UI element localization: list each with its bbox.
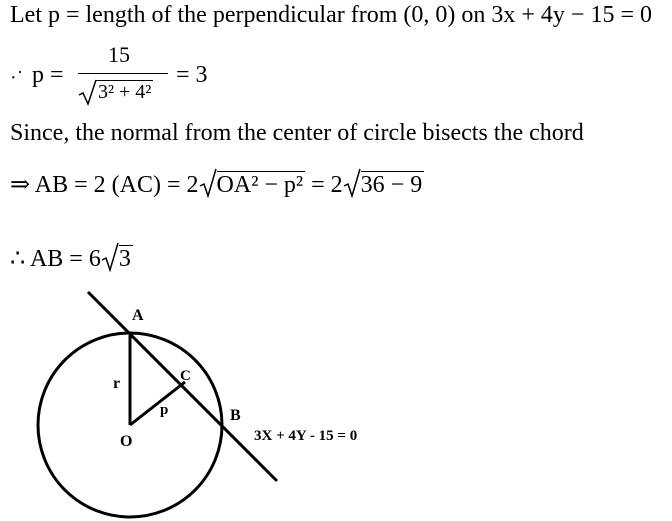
formula-lhs: p = [32, 62, 64, 88]
formula-rhs: = 3 [176, 62, 208, 88]
label-c: C [180, 368, 191, 384]
sqrt-icon [199, 168, 217, 198]
label-r: r [113, 375, 121, 392]
formula-ab-mid: = 2 [305, 172, 343, 198]
formula-p [10, 40, 310, 110]
formula-ab-result-prefix: ∴ AB = 6 [10, 246, 101, 272]
sqrt-36-9: 36 − 9 [360, 172, 423, 198]
statement-normal-bisects: Since, the normal from the center of circle bisects the chord [10, 120, 584, 146]
formula-ab [10, 168, 424, 202]
circle-chord-diagram [0, 280, 420, 521]
label-b: B [230, 407, 241, 424]
label-o: O [120, 433, 133, 450]
sqrt-3: 3 [118, 246, 131, 272]
label-a: A [132, 307, 144, 324]
therefore-symbol: ·˙ [10, 67, 24, 89]
formula-ab-prefix: ⇒ AB = 2 (AC) = 2 [10, 172, 199, 198]
sqrt-icon [343, 168, 361, 198]
fraction-numerator: 15 [108, 42, 130, 67]
label-p: p [160, 402, 169, 418]
line-equation: 3X + 4Y - 15 = 0 [254, 428, 358, 444]
formula-ab-result [10, 242, 133, 273]
sqrt-icon [78, 78, 98, 106]
fraction-denominator: 3² + 4² [98, 81, 152, 103]
sqrt-oa-p: OA² − p² [216, 172, 304, 198]
statement-line: Let p = length of the perpendicular from (0, 0) on 3x + 4y − 15 = 0 [10, 2, 652, 28]
perpendicular-line [130, 382, 185, 425]
sqrt-icon [101, 242, 119, 272]
fraction-bar [78, 73, 168, 74]
